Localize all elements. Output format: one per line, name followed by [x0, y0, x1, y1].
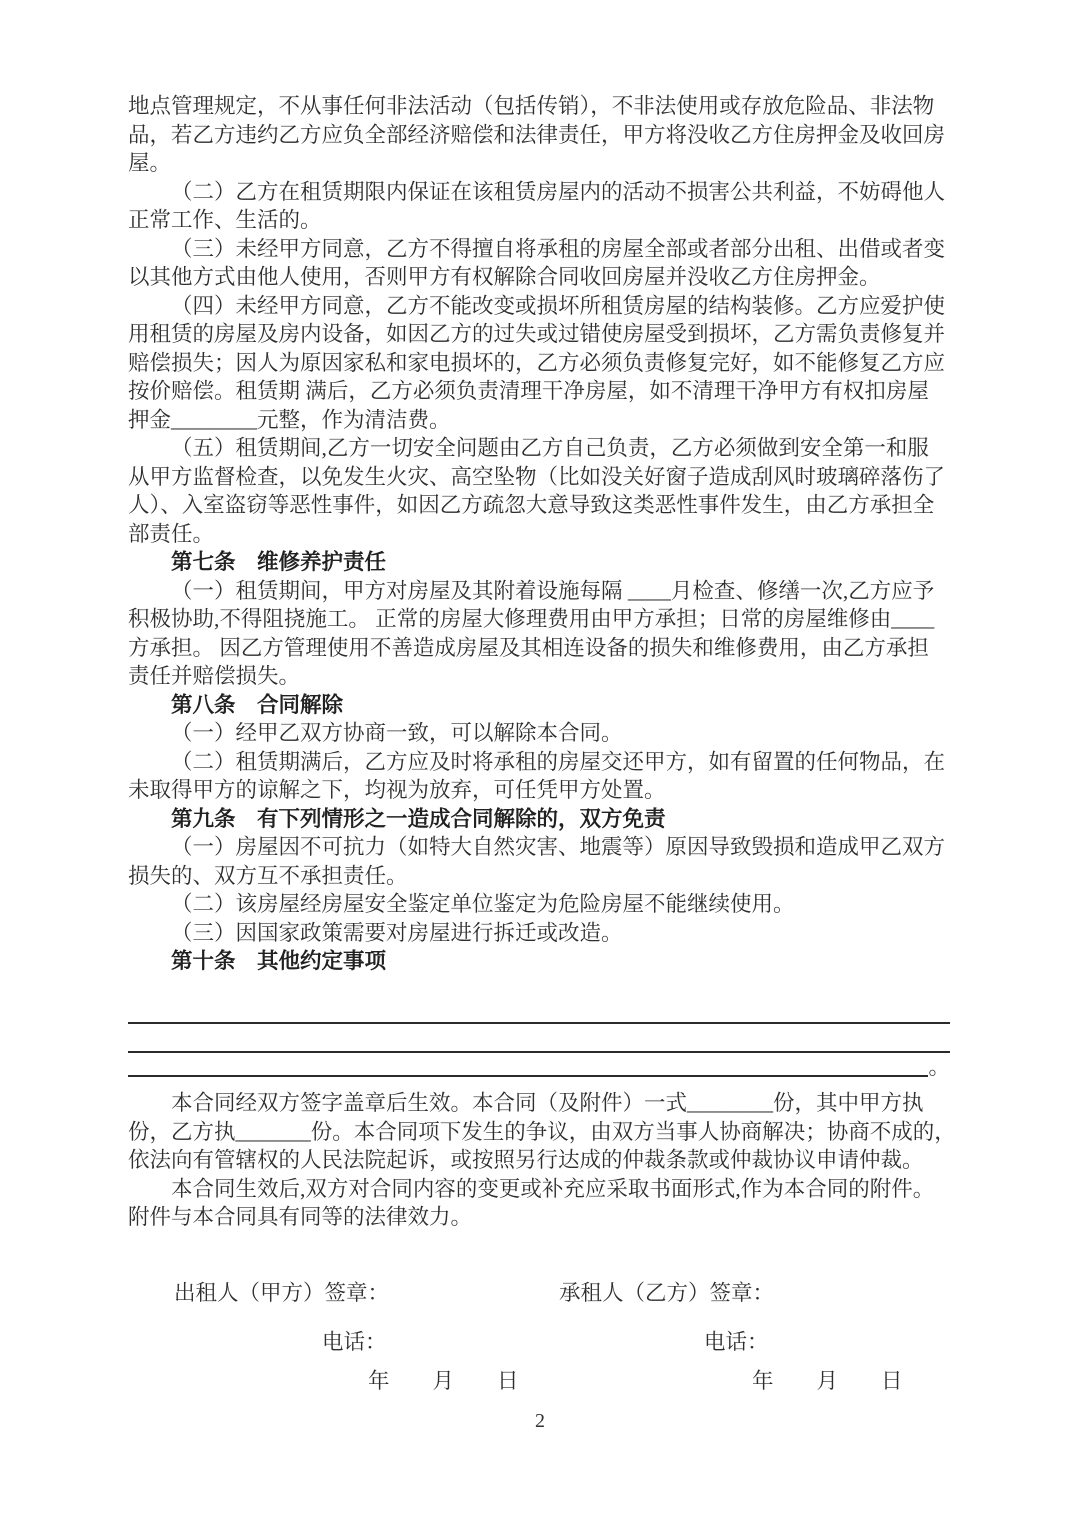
text-line: 赔偿损失；因人为原因家私和家电损坏的，乙方必须负责修复完好，如不能修复乙方应 — [128, 350, 946, 375]
text-line: 押金________元整，作为清洁费。 — [128, 407, 451, 432]
text-line: 本合同生效后,双方对合同内容的变更或补充应采取书面形式,作为本合同的附件。 — [171, 1176, 935, 1201]
text-line: 积极协助,不得阻挠施工。 正常的房屋大修理费用由甲方承担；日常的房屋维修由____ — [128, 607, 935, 631]
lessee-phone-label: 电话： — [704, 1330, 769, 1354]
lessor-phone-label: 电话： — [322, 1330, 387, 1354]
contract-body — [128, 92, 956, 1232]
page-number: 2 — [535, 1410, 545, 1432]
text-line: 依法向有管辖权的人民法院起诉，或按照另行达成的仲裁条款或仲裁协议申请仲裁。 — [128, 1148, 924, 1172]
text-line: 以其他方式由他人使用，否则甲方有权解除合同收回房屋并没收乙方住房押金。 — [128, 265, 881, 289]
text-line: 屋。 — [128, 151, 172, 175]
text-line: 方承担。 因乙方管理使用不善造成房屋及其相连设备的损失和维修费用，由乙方承担 — [128, 635, 929, 660]
text-line: 正常工作、生活的。 — [128, 208, 322, 232]
text-line: 部责任。 — [128, 521, 215, 546]
text-line: （一）租赁期间，甲方对房屋及其附着设施每隔 ____月检查、修缮一次,乙方应予 — [171, 578, 935, 603]
blank-underline — [128, 1075, 928, 1077]
text-line: 用租赁的房屋及房内设备，如因乙方的过失或过错使房屋受到损坏，乙方需负责修复并 — [128, 322, 946, 346]
text-line: 份，乙方执_______份。本合同项下发生的争议，由双方当事人协商解决；协商不成的， — [128, 1119, 956, 1144]
text-line: （一）经甲乙双方协商一致，可以解除本合同。 — [171, 721, 623, 745]
text-line: 地点管理规定，不从事任何非法活动（包括传销），不非法使用或存放危险品、非法物 — [128, 94, 935, 118]
text-line: （五）租赁期间,乙方一切安全问题由乙方自己负责，乙方必须做到安全第一和服 — [171, 436, 929, 460]
section-heading: 第八条 合同解除 — [171, 692, 344, 717]
lessor-date-line: 年 月 日 — [368, 1369, 519, 1393]
text-line: 未取得甲方的谅解之下，均视为放弃，可任凭甲方处置。 — [128, 778, 666, 802]
text-line: 本合同经双方签字盖章后生效。本合同（及附件）一式________份，其中甲方执 — [171, 1091, 924, 1115]
text-line: （二）乙方在租赁期限内保证在该租赁房屋内的活动不损害公共利益，不妨碍他人 — [171, 179, 946, 204]
lessee-signature-label: 承租人（乙方）签章： — [559, 1281, 775, 1305]
text-line: 人）、入室盗窃等恶性事件，如因乙方疏忽大意导致这类恶性事件发生，由乙方承担全 — [128, 493, 935, 517]
lessor-signature-label: 出租人（甲方）签章： — [174, 1281, 390, 1305]
text-line: （二）租赁期满后，乙方应及时将承租的房屋交还甲方，如有留置的任何物品，在 — [171, 749, 946, 774]
text-line: （四）未经甲方同意，乙方不能改变或损坏所租赁房屋的结构装修。乙方应爱护使 — [171, 293, 946, 318]
blank-underline — [128, 996, 950, 1025]
text-line: 附件与本合同具有同等的法律效力。 — [128, 1205, 473, 1229]
section-heading: 第九条 有下列情形之一造成合同解除的，双方免责 — [171, 806, 666, 831]
section-heading: 第十条 其他约定事项 — [171, 949, 387, 973]
text-line: 责任并赔偿损失。 — [128, 664, 301, 688]
blank-underline-with-period — [128, 1053, 950, 1082]
text-line: 。 — [928, 1054, 950, 1079]
blank-underline — [128, 1024, 950, 1053]
text-line: （一）房屋因不可抗力（如特大自然灾害、地震等）原因导致毁损和造成甲乙双方 — [171, 835, 946, 859]
section-heading: 第七条 维修养护责任 — [171, 550, 387, 574]
text-line: （三）因国家政策需要对房屋进行拆迁或改造。 — [171, 920, 623, 945]
text-line: 按价赔偿。租赁期 满后，乙方必须负责清理干净房屋，如不清理干净甲方有权扣房屋 — [128, 379, 929, 403]
text-line: 从甲方监督检查，以免发生火灾、高空坠物（比如没关好窗子造成刮风时玻璃碎落伤了 — [128, 464, 946, 489]
text-line: 品，若乙方违约乙方应负全部经济赔偿和法律责任，甲方将没收乙方住房押金及收回房 — [128, 122, 946, 147]
text-line: （二）该房屋经房屋安全鉴定单位鉴定为危险房屋不能继续使用。 — [171, 892, 795, 916]
lessee-date-line: 年 月 日 — [752, 1369, 903, 1393]
text-line: 损失的、双方互不承担责任。 — [128, 863, 408, 888]
text-line: （三）未经甲方同意，乙方不得擅自将承租的房屋全部或者部分出租、出借或者变 — [171, 236, 946, 261]
